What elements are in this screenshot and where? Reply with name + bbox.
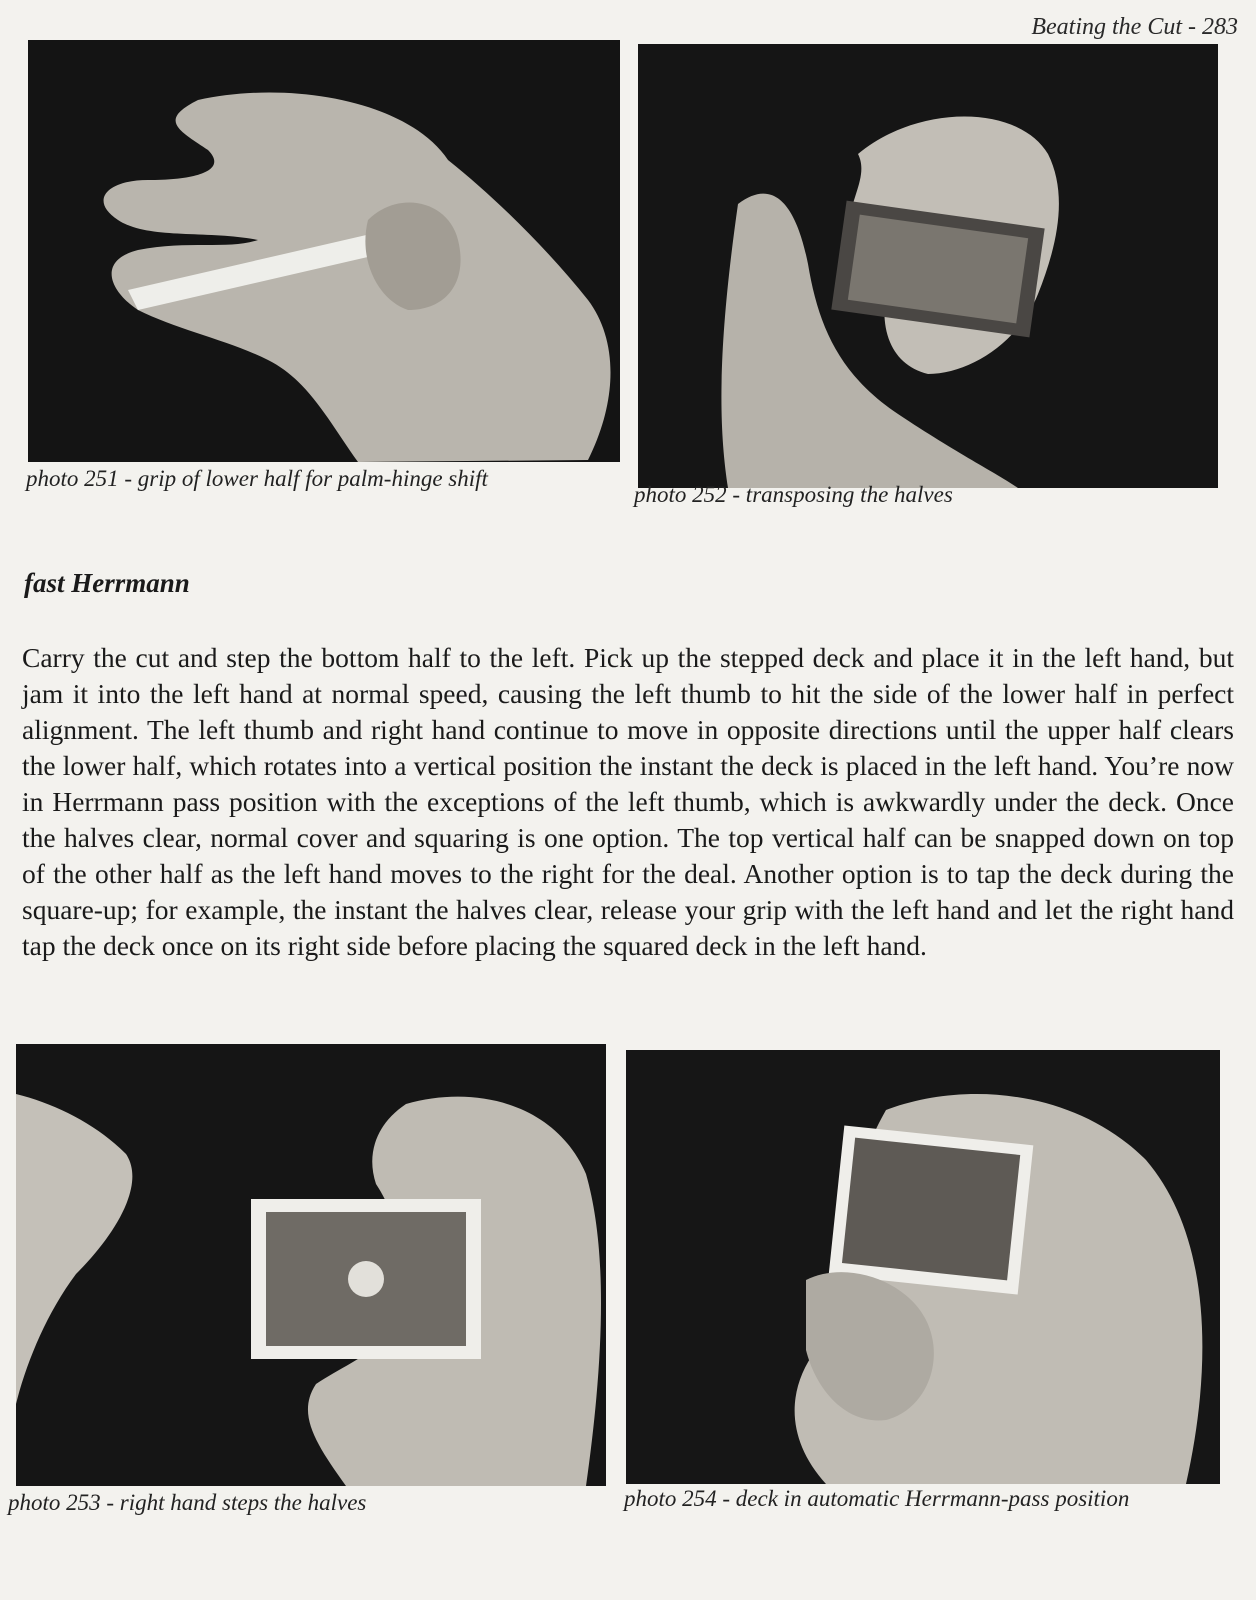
photo-254-caption: photo 254 - deck in automatic Herrmann-pass position xyxy=(624,1486,1130,1511)
section-title: fast Herrmann xyxy=(24,568,190,598)
body-text: Carry the cut and step the bottom half to the left. Pick up the stepped deck and place it in the left hand, but jam it into the left hand at normal speed, causing the left thumb to hit the side of the lower half in perfect alignment. The left thumb and right hand continue to move in opposite directions until the upper half clears the lower half, which rotates into a vertical position the instant the deck is placed in the left hand. You’re now in Herrmann pass position with the exceptions of the left thumb, which is awkwardly under the deck. Once the halves clear, normal cover and squaring is one option. The top vertical half can be snapped down on top of the other half as the left hand moves to the right for the deal. Another option is to tap the deck during the square-up; for example, the instant the halves clear, release your grip with the left hand and let the right hand tap the deck once on its right side before placing the squared deck in the left hand. xyxy=(22,642,1234,961)
photo-254 xyxy=(626,1050,1220,1484)
photo-253 xyxy=(16,1044,606,1486)
photo-254-hand-illustration xyxy=(626,1050,1220,1484)
photo-253-caption: photo 253 - right hand steps the halves xyxy=(8,1490,367,1515)
photo-251 xyxy=(28,40,620,462)
photo-252 xyxy=(638,44,1218,488)
running-head: Beating the Cut - 283 xyxy=(1031,14,1238,40)
photo-251-caption: photo 251 - grip of lower half for palm-hinge shift xyxy=(26,466,488,491)
photo-251-hand-illustration xyxy=(28,40,620,462)
photo-252-caption: photo 252 - transposing the halves xyxy=(634,482,953,507)
photo-252-hand-illustration xyxy=(638,44,1218,488)
photo-253-hand-illustration xyxy=(16,1044,606,1486)
